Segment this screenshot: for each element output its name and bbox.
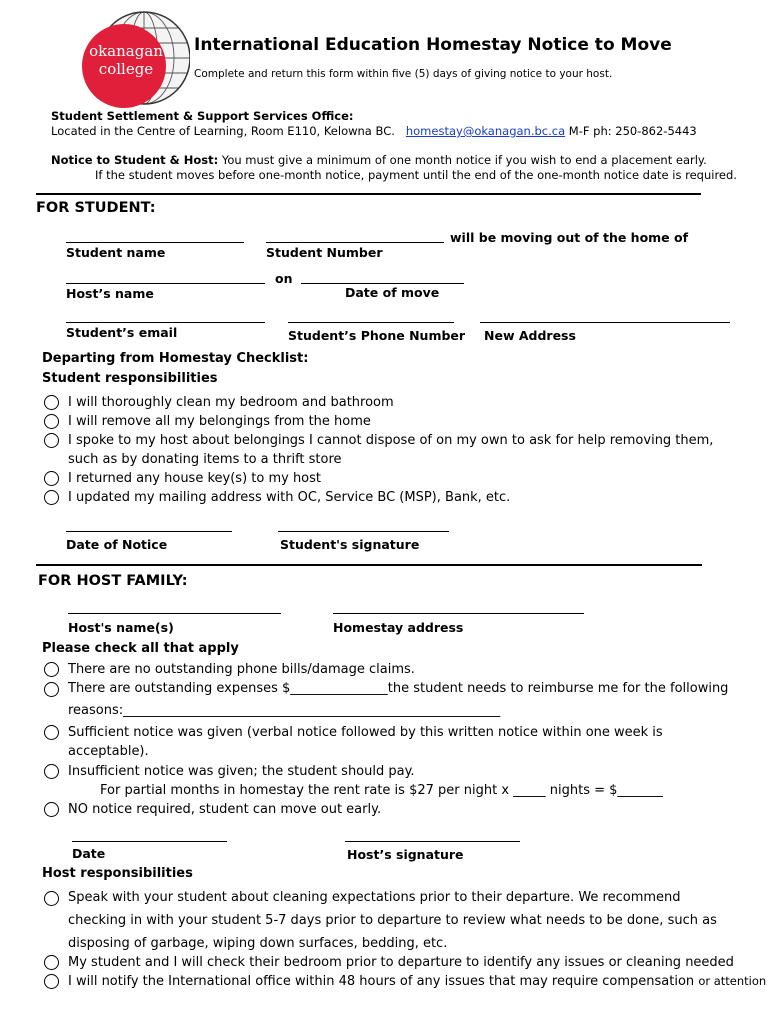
notice-text-2: If the student moves before one-month notice, payment until the end of the one-month notice date is required. (95, 168, 737, 182)
office-location-text: Located in the Centre of Learning, Room E110, Kelowna BC. (51, 124, 395, 138)
student-signature-field[interactable] (278, 531, 449, 532)
host-resp-1: Speak with your student about cleaning expectations prior to their departure. We recommend (68, 890, 681, 905)
checklist-item-4: I returned any house key(s) to my host (68, 471, 322, 486)
checklist-item-3-cont: such as by donating items to a thrift store (68, 452, 342, 467)
office-email-link[interactable]: homestay@okanagan.bc.ca (405, 124, 566, 138)
date-of-move-field[interactable] (301, 283, 464, 284)
host-signature-label: Host’s signature (347, 847, 464, 862)
host-resp-3-tail: or attention (698, 974, 767, 988)
date-of-move-label: Date of move (345, 285, 440, 300)
host-resp-2: My student and I will check their bedroom prior to departure to identify any issues or cleaning needed (68, 955, 734, 970)
host-resp-3-text: I will notify the International office within 48 hours of any issues that may require compensation (68, 974, 695, 989)
new-address-label: New Address (484, 328, 576, 343)
student-email-field[interactable] (66, 322, 265, 323)
date-of-notice-label: Date of Notice (66, 537, 168, 552)
host-date-field[interactable] (72, 841, 227, 842)
host-responsibilities-heading: Host responsibilities (42, 866, 193, 881)
student-signature-label: Student's signature (280, 537, 420, 552)
student-section-heading: FOR STUDENT: (36, 200, 156, 216)
checklist-item-3: I spoke to my host about belongings I cannot dispose of on my own to ask for help removing them, (68, 433, 714, 448)
form-subtitle: Complete and return this form within five (5) days of giving notice to your host. (194, 68, 613, 80)
host-option-radio-2[interactable] (44, 682, 59, 697)
host-option-3-cont: acceptable). (68, 744, 149, 759)
host-option-2-cont: reasons:__________________________________________________________ (68, 703, 501, 718)
checklist-radio-1[interactable] (44, 395, 59, 410)
host-resp-1-cont-2: disposing of garbage, wiping down surfaces, bedding, etc. (68, 936, 448, 951)
host-names-label: Host's name(s) (68, 620, 174, 635)
host-resp-radio-1[interactable] (44, 891, 59, 906)
logo-text-okanagan: okanagan (89, 42, 163, 60)
host-section-heading: FOR HOST FAMILY: (38, 573, 188, 589)
host-option-radio-1[interactable] (44, 662, 59, 677)
on-label: on (275, 271, 293, 286)
host-option-2: There are outstanding expenses $_______________the student needs to reimburse me for the following (68, 681, 729, 696)
student-phone-label: Student’s Phone Number (288, 328, 466, 343)
host-option-3: Sufficient notice was given (verbal notice followed by this written notice within one week is (68, 725, 663, 740)
student-number-label: Student Number (266, 245, 383, 260)
host-resp-3 (68, 974, 766, 989)
host-resp-1-cont-1: checking in with your student 5-7 days prior to departure to review what needs to be done, such as (68, 913, 717, 928)
student-number-field[interactable] (266, 242, 444, 243)
logo-text-college: college (98, 60, 154, 78)
checklist-item-2: I will remove all my belongings from the home (68, 414, 371, 429)
host-option-1: There are no outstanding phone bills/damage claims. (68, 662, 415, 677)
host-option-radio-5[interactable] (44, 802, 59, 817)
checklist-heading: Departing from Homestay Checklist: (42, 351, 309, 366)
section-divider-2 (36, 564, 702, 566)
host-option-4: Insufficient notice was given; the student should pay. (68, 764, 415, 779)
host-date-label: Date (72, 846, 106, 861)
office-heading: Student Settlement & Support Services Office: (51, 109, 354, 123)
student-email-label: Student’s email (66, 325, 178, 340)
host-name-label: Host’s name (66, 286, 154, 301)
checklist-item-5: I updated my mailing address with OC, Service BC (MSP), Bank, etc. (68, 490, 511, 505)
host-name-field[interactable] (66, 283, 265, 284)
checklist-radio-5[interactable] (44, 490, 59, 505)
form-title: International Education Homestay Notice to Move (194, 35, 672, 55)
section-divider (36, 193, 701, 195)
checklist-radio-2[interactable] (44, 414, 59, 429)
checklist-radio-4[interactable] (44, 471, 59, 486)
student-responsibilities-heading: Student responsibilities (42, 371, 218, 386)
host-resp-radio-2[interactable] (44, 955, 59, 970)
homestay-address-label: Homestay address (333, 620, 464, 635)
office-location (51, 124, 697, 138)
notice-text-1: You must give a minimum of one month notice if you wish to end a placement early. (221, 153, 707, 167)
host-names-field[interactable] (68, 613, 281, 614)
student-name-field[interactable] (66, 242, 244, 243)
date-of-notice-field[interactable] (66, 531, 232, 532)
notice-label: Notice to Student & Host: (51, 153, 219, 167)
student-phone-field[interactable] (288, 322, 454, 323)
new-address-field[interactable] (480, 322, 730, 323)
homestay-address-field[interactable] (333, 613, 584, 614)
host-option-5: NO notice required, student can move out early. (68, 802, 382, 817)
host-option-radio-4[interactable] (44, 764, 59, 779)
host-option-4-cont: For partial months in homestay the rent rate is $27 per night x _____ nights = $_______ (100, 783, 663, 798)
host-option-radio-3[interactable] (44, 725, 59, 740)
host-signature-field[interactable] (345, 841, 520, 842)
host-resp-radio-3[interactable] (44, 974, 59, 989)
office-hours-phone: M-F ph: 250-862-5443 (568, 124, 697, 138)
notice-line-1 (51, 153, 707, 167)
checklist-item-1: I will thoroughly clean my bedroom and bathroom (68, 395, 394, 410)
check-all-heading: Please check all that apply (42, 641, 239, 656)
student-name-label: Student name (66, 245, 166, 260)
checklist-radio-3[interactable] (44, 433, 59, 448)
moving-out-text: will be moving out of the home of (450, 230, 689, 245)
college-logo (78, 8, 190, 120)
